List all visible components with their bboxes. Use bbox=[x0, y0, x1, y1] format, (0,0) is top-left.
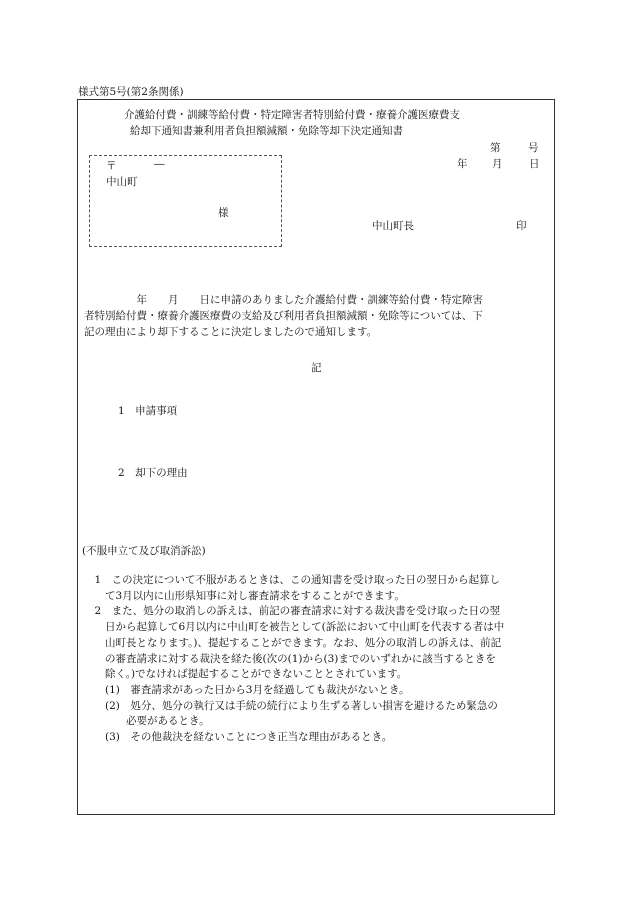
appeal-line: (1) 審査請求があった日から3月を経過しても裁決がないとき。 bbox=[84, 683, 410, 696]
sender-mayor: 中山町長 bbox=[372, 220, 414, 232]
appeal-line: 2 また、処分の取消しの訴えは、前記の審査請求に対する裁決書を受け取った日の翌 bbox=[84, 605, 501, 618]
appeal-line: 1 この決定について不服があるときは、この通知書を受け取った日の翌日から起算し bbox=[84, 574, 500, 586]
form-number-label: 様式第5号(第2条関係) bbox=[78, 86, 184, 98]
seal-mark: 印 bbox=[516, 220, 527, 232]
postal-mark: 〒 bbox=[106, 160, 117, 172]
notice-body-line: 年 月 日に申請のありました介護給付費・訓練等給付費・特定障害 bbox=[84, 294, 483, 306]
document-title-line1: 介護給付費・訓練等給付費・特定障害者特別給付費・療養介護医療費支 bbox=[124, 109, 460, 121]
appeal-line: (2) 処分、処分の執行又は手続の続行により生ずる著しい損害を避けるため緊急の bbox=[84, 699, 498, 712]
appeal-line: 山町長となります。)、提起することができます。なお、処分の取消しの訴えは、前記 bbox=[84, 636, 502, 649]
notice-body bbox=[84, 292, 544, 340]
notice-body-line: 記の理由により却下することに決定しましたので通知します。 bbox=[84, 326, 378, 338]
appeal-line: (3) その他裁決を経ないことにつき正当な理由があるとき。 bbox=[84, 731, 393, 744]
ki-heading: 記 bbox=[311, 362, 322, 374]
appeal-line: て3月以内に山形県知事に対し審査請求をすることができます。 bbox=[84, 589, 405, 602]
item-rejection-reason: 2 却下の理由 bbox=[118, 467, 188, 479]
appeal-heading: (不服申立て及び取消訴訟) bbox=[82, 545, 206, 557]
date-month: 月 bbox=[492, 158, 503, 170]
document-number-label: 第 bbox=[490, 142, 501, 154]
appeal-line: 除く。)でなければ提起することができないこととされています。 bbox=[84, 668, 408, 681]
document-title-line2: 給却下通知書兼利用者負担額減額・免除等却下決定通知書 bbox=[130, 125, 403, 137]
appeal-line: 日から起算して6月以内に中山町を被告として(訴訟において中山町を代表する者は中 bbox=[84, 621, 505, 634]
appeal-line: の審査請求に対する裁決を経た後(次の(1)から(3)までのいずれかに該当するときを bbox=[84, 652, 496, 665]
recipient-honorific: 様 bbox=[218, 207, 229, 219]
appeal-line: 必要があるとき。 bbox=[84, 715, 210, 728]
appeal-text bbox=[84, 573, 554, 746]
date-day: 日 bbox=[529, 158, 540, 170]
notice-body-line: 者特別給付費・療養介護医療費の支給及び利用者負担額減額・免除等については、下 bbox=[84, 310, 483, 322]
item-application: 1 申請事項 bbox=[118, 405, 178, 417]
postal-dash: ― bbox=[154, 158, 165, 170]
address-box bbox=[89, 155, 282, 247]
recipient-town: 中山町 bbox=[106, 176, 138, 188]
date-year: 年 bbox=[457, 158, 468, 170]
document-number-suffix: 号 bbox=[528, 142, 539, 154]
